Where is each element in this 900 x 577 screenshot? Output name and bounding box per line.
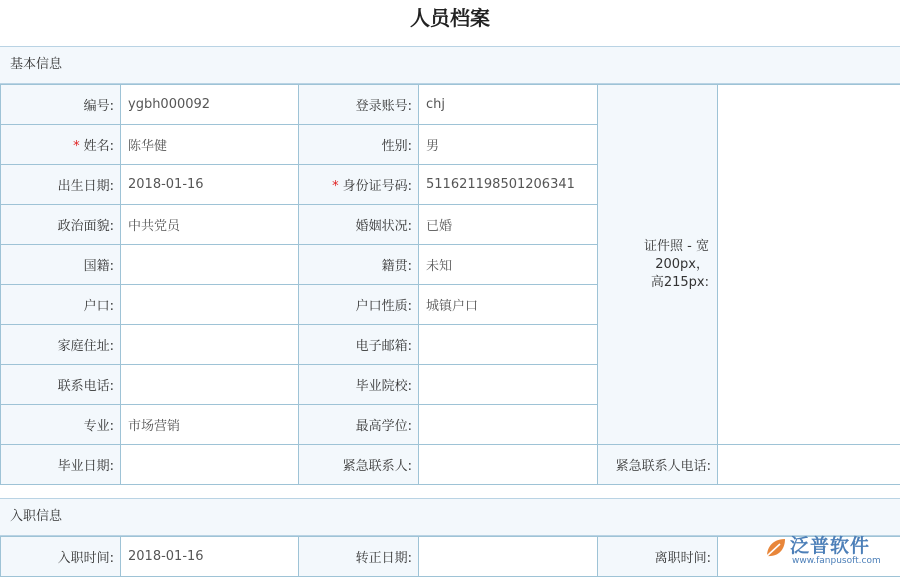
degree-field[interactable] — [419, 405, 598, 445]
school-label: 毕业院校: — [299, 365, 419, 405]
nationality-field[interactable] — [121, 245, 299, 285]
required-marker: * — [332, 179, 339, 194]
id-number-label-text: 身份证号码: — [342, 179, 412, 194]
watermark-name: 泛普软件 — [790, 535, 871, 557]
table-row — [1, 85, 900, 125]
emergency-contact-field[interactable] — [419, 445, 598, 485]
gender-label: 性别: — [299, 125, 419, 165]
emergency-phone-label: 紧急联系人电话: — [598, 445, 718, 485]
emergency-contact-label: 紧急联系人: — [299, 445, 419, 485]
name-label-text: 姓名: — [83, 139, 114, 154]
graduation-date-label: 毕业日期: — [1, 445, 121, 485]
nationality-label: 国籍: — [1, 245, 121, 285]
id-photo-upload-area[interactable] — [718, 85, 900, 445]
hukou-type-label: 户口性质: — [299, 285, 419, 325]
marital-status-field[interactable]: 已婚 — [419, 205, 598, 245]
gender-field[interactable]: 男 — [419, 125, 598, 165]
email-label: 电子邮箱: — [299, 325, 419, 365]
leave-date-field[interactable] — [718, 537, 900, 577]
home-address-field[interactable] — [121, 325, 299, 365]
political-status-field[interactable]: 中共党员 — [121, 205, 299, 245]
regular-date-label: 转正日期: — [299, 537, 419, 577]
id-photo-label-line1: 证件照 - 宽200px， — [644, 238, 709, 272]
section-header-entry-info: 入职信息 — [0, 498, 900, 536]
code-label: 编号: — [1, 85, 121, 125]
hukou-type-field[interactable]: 城镇户口 — [419, 285, 598, 325]
table-row — [1, 537, 900, 577]
native-place-label: 籍贯: — [299, 245, 419, 285]
hukou-label: 户口: — [1, 285, 121, 325]
native-place-field[interactable]: 未知 — [419, 245, 598, 285]
home-address-label: 家庭住址: — [1, 325, 121, 365]
regular-date-field[interactable] — [419, 537, 598, 577]
table-row — [1, 445, 900, 485]
hire-date-field[interactable]: 2018-01-16 — [121, 537, 299, 577]
hukou-field[interactable] — [121, 285, 299, 325]
code-field[interactable]: ygbh000092 — [121, 85, 299, 125]
name-label — [1, 125, 121, 165]
entry-info-table — [0, 536, 900, 577]
name-field[interactable]: 陈华健 — [121, 125, 299, 165]
watermark-url: www.fanpusoft.com — [792, 556, 881, 566]
phone-label: 联系电话: — [1, 365, 121, 405]
major-label: 专业: — [1, 405, 121, 445]
degree-label: 最高学位: — [299, 405, 419, 445]
political-status-label: 政治面貌: — [1, 205, 121, 245]
id-number-field[interactable]: 511621198501206341 — [419, 165, 598, 205]
email-field[interactable] — [419, 325, 598, 365]
marital-status-label: 婚姻状况: — [299, 205, 419, 245]
login-account-field[interactable]: chj — [419, 85, 598, 125]
phone-field[interactable] — [121, 365, 299, 405]
major-field[interactable]: 市场营销 — [121, 405, 299, 445]
login-account-label: 登录账号: — [299, 85, 419, 125]
required-marker: * — [73, 139, 80, 154]
emergency-phone-field[interactable] — [718, 445, 900, 485]
leave-date-label: 离职时间: — [598, 537, 718, 577]
id-photo-label-line2: 高215px: — [650, 274, 709, 290]
graduation-date-field[interactable] — [121, 445, 299, 485]
id-photo-label — [598, 85, 718, 445]
hire-date-label: 入职时间: — [1, 537, 121, 577]
birth-date-label: 出生日期: — [1, 165, 121, 205]
birth-date-field[interactable]: 2018-01-16 — [121, 165, 299, 205]
id-number-label — [299, 165, 419, 205]
section-header-basic-info: 基本信息 — [0, 46, 900, 84]
page-title: 人员档案 — [410, 6, 490, 30]
basic-info-table — [0, 84, 900, 485]
school-field[interactable] — [419, 365, 598, 405]
